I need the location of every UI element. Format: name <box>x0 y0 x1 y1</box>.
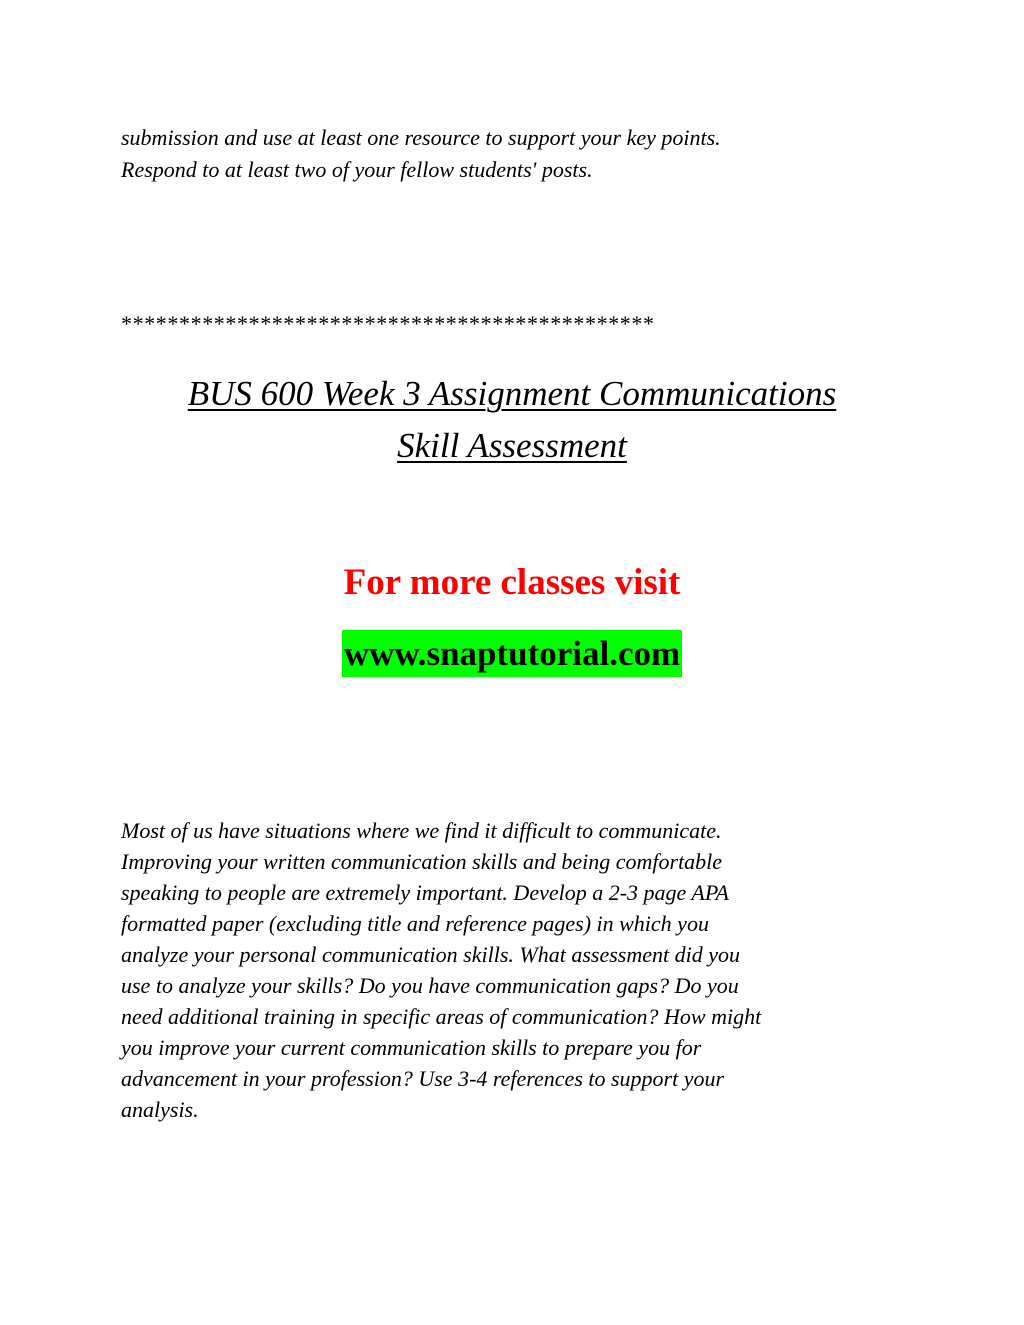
url-container <box>0 630 1024 677</box>
description-line: Most of us have situations where we find it difficult to communicate. <box>121 818 722 843</box>
title-line: Skill Assessment <box>397 426 627 465</box>
description-line: analyze your personal communication skills. What assessment did you <box>121 942 740 967</box>
description-line: advancement in your profession? Use 3-4 references to support your <box>121 1066 725 1091</box>
description-line: formatted paper (excluding title and reference pages) in which you <box>121 911 709 936</box>
description-line: analysis. <box>121 1097 199 1122</box>
intro-line: Respond to at least two of your fellow students' posts. <box>121 157 593 182</box>
description-line: need additional training in specific areas of communication? How might <box>121 1004 762 1029</box>
title-line: BUS 600 Week 3 Assignment Communications <box>187 374 837 413</box>
description-line: you improve your current communication skills to prepare you for <box>121 1035 702 1060</box>
assignment-title <box>0 368 1024 472</box>
description-line: speaking to people are extremely important. Develop a 2-3 page APA <box>121 880 729 905</box>
assignment-description <box>121 815 921 1125</box>
visit-heading: For more classes visit <box>343 562 681 603</box>
intro-line: submission and use at least one resource to support your key points. <box>121 125 721 150</box>
intro-paragraph <box>121 122 921 186</box>
asterisk-divider: ********************************************** <box>121 311 655 336</box>
description-line: use to analyze your skills? Do you have communication gaps? Do you <box>121 973 739 998</box>
description-line: Improving your written communication skills and being comfortable <box>121 849 723 874</box>
website-link[interactable]: www.snaptutorial.com <box>342 630 682 677</box>
